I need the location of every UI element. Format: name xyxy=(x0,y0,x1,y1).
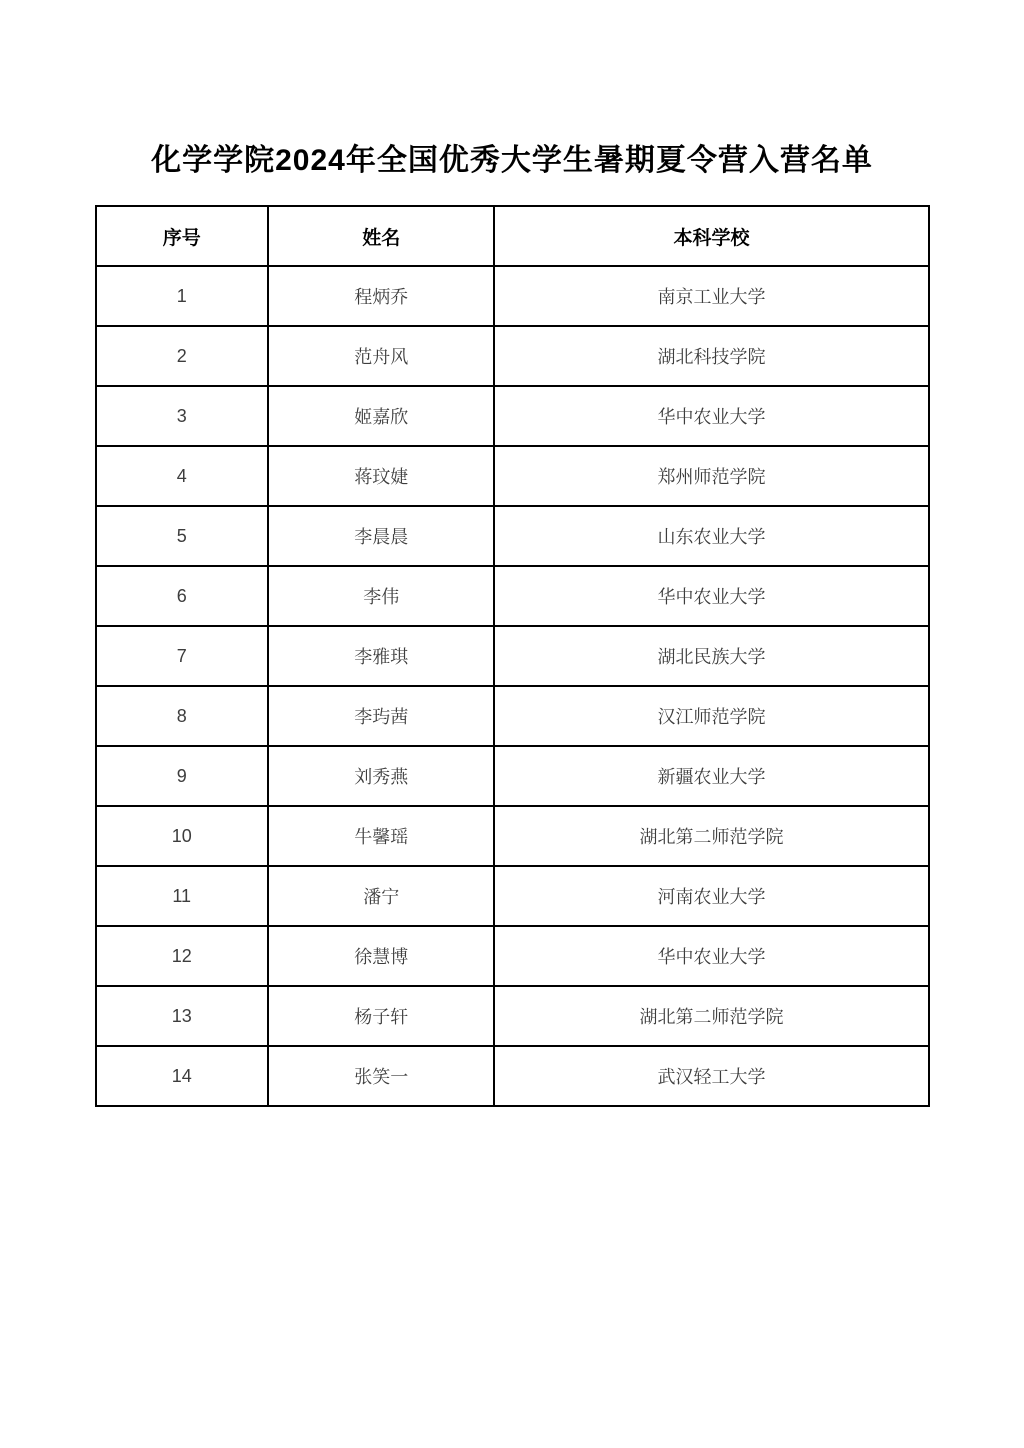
admission-roster-table xyxy=(95,205,930,1107)
school-cell: 湖北民族大学 xyxy=(494,626,928,686)
student-name-cell: 程炳乔 xyxy=(268,266,495,326)
table-row xyxy=(96,686,929,746)
school-cell: 山东农业大学 xyxy=(494,506,928,566)
student-name-cell: 牛馨瑶 xyxy=(268,806,495,866)
student-name-cell: 刘秀燕 xyxy=(268,746,495,806)
school-cell: 湖北第二师范学院 xyxy=(494,986,928,1046)
student-name-cell: 杨子轩 xyxy=(268,986,495,1046)
column-header-name: 姓名 xyxy=(268,206,495,266)
table-row xyxy=(96,626,929,686)
row-index-cell: 9 xyxy=(96,746,268,806)
row-index-cell: 10 xyxy=(96,806,268,866)
table-row xyxy=(96,806,929,866)
table-header-row xyxy=(96,206,929,266)
row-index-cell: 13 xyxy=(96,986,268,1046)
row-index-cell: 3 xyxy=(96,386,268,446)
table-row xyxy=(96,1046,929,1106)
row-index-cell: 8 xyxy=(96,686,268,746)
column-header-school: 本科学校 xyxy=(494,206,928,266)
student-name-cell: 张笑一 xyxy=(268,1046,495,1106)
school-cell: 新疆农业大学 xyxy=(494,746,928,806)
student-name-cell: 李晨晨 xyxy=(268,506,495,566)
table-row xyxy=(96,866,929,926)
student-name-cell: 潘宁 xyxy=(268,866,495,926)
row-index-cell: 14 xyxy=(96,1046,268,1106)
row-index-cell: 12 xyxy=(96,926,268,986)
table-body xyxy=(96,266,929,1106)
table-row xyxy=(96,266,929,326)
school-cell: 华中农业大学 xyxy=(494,566,928,626)
student-name-cell: 李玙茜 xyxy=(268,686,495,746)
school-cell: 河南农业大学 xyxy=(494,866,928,926)
table-row xyxy=(96,746,929,806)
table-row xyxy=(96,446,929,506)
student-name-cell: 李雅琪 xyxy=(268,626,495,686)
row-index-cell: 11 xyxy=(96,866,268,926)
table-row xyxy=(96,326,929,386)
row-index-cell: 6 xyxy=(96,566,268,626)
school-cell: 湖北科技学院 xyxy=(494,326,928,386)
school-cell: 湖北第二师范学院 xyxy=(494,806,928,866)
row-index-cell: 2 xyxy=(96,326,268,386)
table-row xyxy=(96,386,929,446)
school-cell: 郑州师范学院 xyxy=(494,446,928,506)
school-cell: 华中农业大学 xyxy=(494,926,928,986)
column-header-index: 序号 xyxy=(96,206,268,266)
table-row xyxy=(96,506,929,566)
row-index-cell: 4 xyxy=(96,446,268,506)
student-name-cell: 蒋玟婕 xyxy=(268,446,495,506)
student-name-cell: 范舟风 xyxy=(268,326,495,386)
student-name-cell: 姬嘉欣 xyxy=(268,386,495,446)
school-cell: 华中农业大学 xyxy=(494,386,928,446)
table-row xyxy=(96,926,929,986)
school-cell: 汉江师范学院 xyxy=(494,686,928,746)
row-index-cell: 5 xyxy=(96,506,268,566)
student-name-cell: 徐慧博 xyxy=(268,926,495,986)
table-row xyxy=(96,986,929,1046)
page-title: 化学学院2024年全国优秀大学生暑期夏令营入营名单 xyxy=(151,144,873,177)
student-name-cell: 李伟 xyxy=(268,566,495,626)
row-index-cell: 1 xyxy=(96,266,268,326)
table-row xyxy=(96,566,929,626)
school-cell: 武汉轻工大学 xyxy=(494,1046,928,1106)
row-index-cell: 7 xyxy=(96,626,268,686)
school-cell: 南京工业大学 xyxy=(494,266,928,326)
